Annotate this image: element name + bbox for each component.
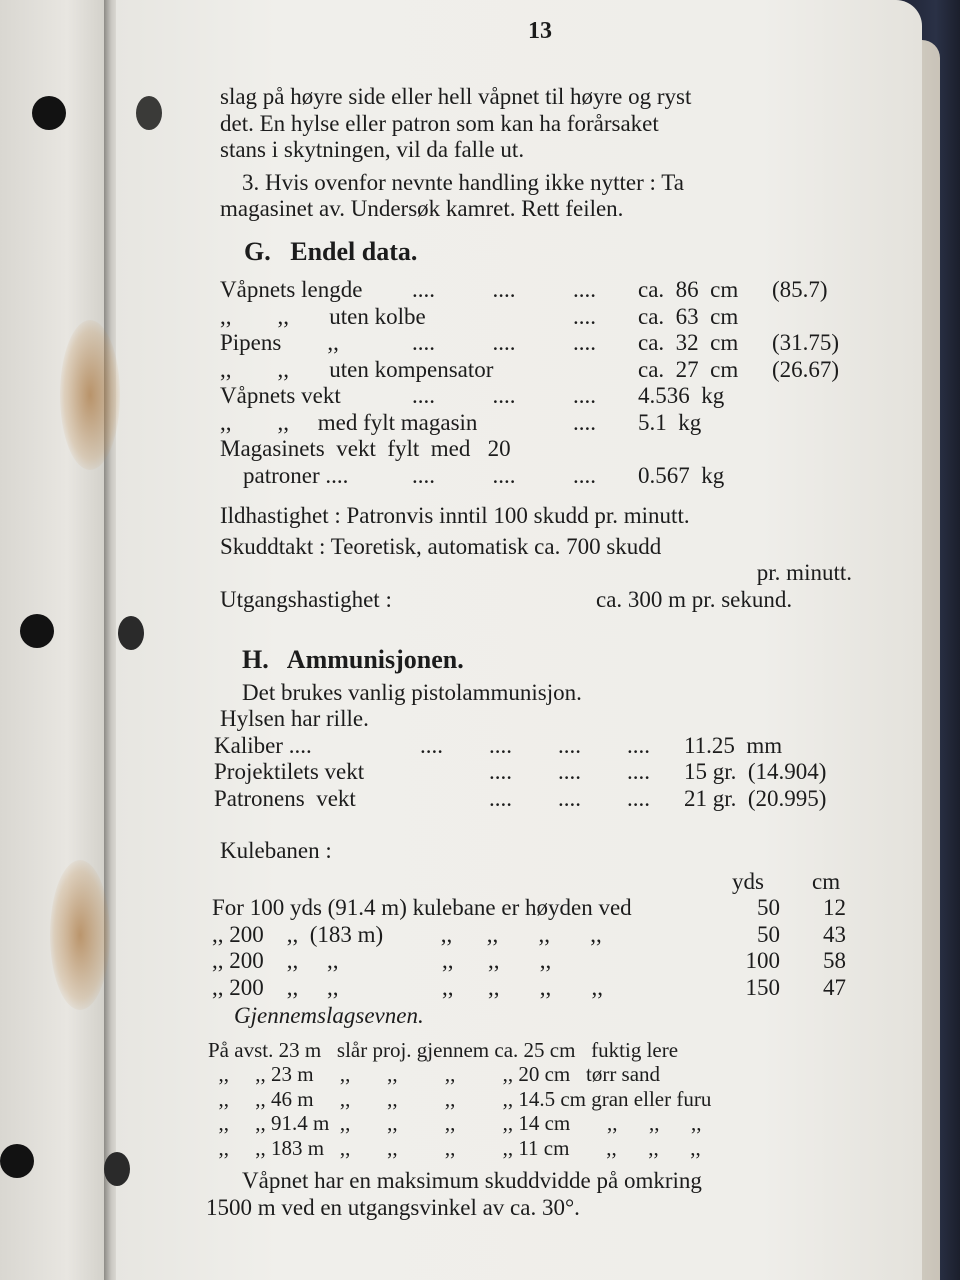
trajectory-text: ,, 200 ,, ,, ,, ,, ,,: [212, 948, 552, 973]
data-alt-value: (85.7): [772, 277, 828, 302]
trajectory-cm: 58: [823, 948, 846, 973]
trajectory-yds: 150: [745, 974, 780, 1000]
ammo-dots: .... .... ....: [489, 785, 650, 811]
data-label: ,, ,, uten kompensator: [220, 356, 494, 382]
data-label: ,, ,, uten kolbe: [220, 303, 426, 329]
data-value: 4.536 kg: [638, 383, 725, 408]
data-dots: .... .... ....: [412, 462, 596, 488]
data-dots: ....: [573, 303, 596, 329]
data-label: Våpnets vekt: [220, 383, 341, 408]
ammo-label: Kaliber ....: [214, 732, 312, 758]
data-value: ca. 27 cm: [638, 356, 739, 382]
trajectory-table: [212, 895, 860, 1001]
data-table: [220, 277, 860, 489]
yds-column-header: yds: [732, 868, 764, 894]
ammo-row: [214, 732, 860, 760]
data-value: ca. 86 cm: [638, 277, 739, 302]
trajectory-yds: 50: [757, 921, 780, 947]
penetration-row: På avst. 23 m slår proj. gjennem ca. 25 cm fuktig lere: [208, 1037, 679, 1062]
trajectory-row: [212, 948, 860, 975]
data-dots: ....: [573, 409, 596, 435]
data-row: [220, 357, 860, 384]
ammo-label: Patronens vekt: [214, 785, 356, 811]
muzzle-velocity: [220, 587, 860, 614]
data-label: patroner ....: [220, 462, 349, 488]
penetration-row: ,, ,, 91.4 m ,, ,, ,, ,, 14 cm ,, ,, ,,: [208, 1111, 702, 1135]
ammo-value: 15 gr. (14.904): [684, 759, 827, 784]
ammo-intro: Det brukes vanlig pistolammunisjon.: [242, 679, 582, 705]
data-label: Magasinets vekt fylt med 20: [220, 436, 511, 461]
trajectory-header: [220, 869, 860, 896]
punch-hole: [32, 96, 66, 130]
cm-column-header: cm: [812, 868, 841, 894]
data-label: Våpnets lengde: [220, 277, 363, 302]
ammo-dots: .... .... ....: [489, 759, 650, 784]
water-stain: [60, 320, 120, 470]
data-value: 5.1 kg: [638, 409, 702, 435]
trajectory-text: For 100 yds (91.4 m) kulebane er høyden ved: [212, 895, 632, 920]
kulebanen-label: Kulebanen :: [220, 838, 332, 863]
ammo-dots: .... .... .... ....: [420, 732, 650, 758]
data-dots: .... .... ....: [412, 277, 596, 302]
trajectory-text: ,, 200 ,, ,, ,, ,, ,, ,,: [212, 974, 603, 1000]
data-row: [220, 330, 860, 357]
punch-hole: [104, 1152, 130, 1186]
ammo-value: 11.25 mm: [684, 732, 783, 758]
muzzle-velocity-value: ca. 300 m pr. sekund.: [596, 586, 793, 612]
data-alt-value: (26.67): [772, 356, 840, 382]
text-line: stans i skytningen, vil da falle ut.: [220, 137, 525, 162]
section-h-heading: H. Ammunisjonen.: [242, 645, 464, 674]
cyclic-rate: Skuddtakt : Teoretisk, automatisk ca. 700 skudd: [220, 533, 662, 559]
water-stain: [50, 860, 110, 1010]
penetration-row: ,, ,, 46 m ,, ,, ,, ,, 14.5 cm gran eller furu: [208, 1086, 712, 1111]
punch-hole: [0, 1144, 34, 1178]
section-g-heading: G. Endel data.: [244, 236, 418, 266]
ammo-row: [214, 785, 860, 813]
closing-line: Våpnet har en maksimum skuddvidde på omkring: [242, 1168, 702, 1193]
continuation-paragraph: [220, 84, 860, 164]
data-value: ca. 32 cm: [638, 330, 739, 355]
ammo-rifle: Hylsen har rille.: [220, 706, 369, 731]
trajectory-text: ,, 200 ,, (183 m) ,, ,, ,, ,,: [212, 921, 602, 947]
page-text: [206, 84, 860, 1221]
text-line: det. En hylse eller patron som kan ha forårsaket: [220, 110, 659, 136]
penetration-heading: Gjennemslagsevnen.: [234, 1003, 424, 1028]
rate-of-fire: Ildhastighet : Patronvis inntil 100 skudd pr. minutt.: [220, 503, 690, 528]
trajectory-row: [212, 921, 860, 949]
trajectory-yds: 50: [757, 895, 780, 920]
data-row: [220, 436, 860, 463]
ammo-value: 21 gr. (20.995): [684, 785, 827, 811]
text-line: slag på høyre side eller hell våpnet til høyre og ryst: [220, 84, 692, 109]
trajectory-row: [212, 974, 860, 1002]
trajectory-cm: 12: [823, 895, 846, 920]
text-line: magasinet av. Undersøk kamret. Rett feilen.: [220, 196, 624, 221]
cyclic-rate-cont: pr. minutt.: [756, 560, 852, 585]
data-row: [220, 304, 860, 331]
data-value: ca. 63 cm: [638, 303, 739, 329]
data-row: [220, 463, 860, 490]
data-row: [220, 277, 860, 304]
page-number: 13: [528, 18, 552, 44]
punch-hole: [20, 614, 54, 648]
step-3-paragraph: [220, 170, 860, 197]
ammo-row: [214, 759, 860, 786]
punch-hole: [136, 96, 162, 130]
penetration-row: ,, ,, 23 m ,, ,, ,, ,, 20 cm tørr sand: [208, 1062, 661, 1086]
trajectory-cm: 43: [823, 921, 846, 947]
penetration-table: [208, 1037, 860, 1161]
data-label: Pipens ,,: [220, 330, 339, 355]
text-line: 3. Hvis ovenfor nevnte handling ikke nytter : Ta: [242, 169, 684, 195]
data-value: 0.567 kg: [638, 462, 725, 488]
ammo-table: [214, 732, 860, 813]
data-dots: .... .... ....: [412, 383, 596, 408]
muzzle-velocity-label: Utgangshastighet :: [220, 586, 392, 612]
left-page: [0, 0, 112, 1280]
punch-hole: [118, 616, 144, 650]
trajectory-row: [212, 895, 860, 922]
closing-line: 1500 m ved en utgangsvinkel av ca. 30°.: [206, 1194, 580, 1220]
data-dots: .... .... ....: [412, 330, 596, 355]
ammo-label: Projektilets vekt: [214, 759, 365, 784]
data-alt-value: (31.75): [772, 330, 840, 355]
data-row: [220, 383, 860, 410]
trajectory-yds: 100: [745, 948, 780, 973]
trajectory-cm: 47: [823, 974, 846, 1000]
penetration-row: ,, ,, 183 m ,, ,, ,, ,, 11 cm ,, ,, ,,: [208, 1135, 701, 1160]
data-row: [220, 410, 860, 437]
data-label: ,, ,, med fylt magasin: [220, 409, 478, 435]
